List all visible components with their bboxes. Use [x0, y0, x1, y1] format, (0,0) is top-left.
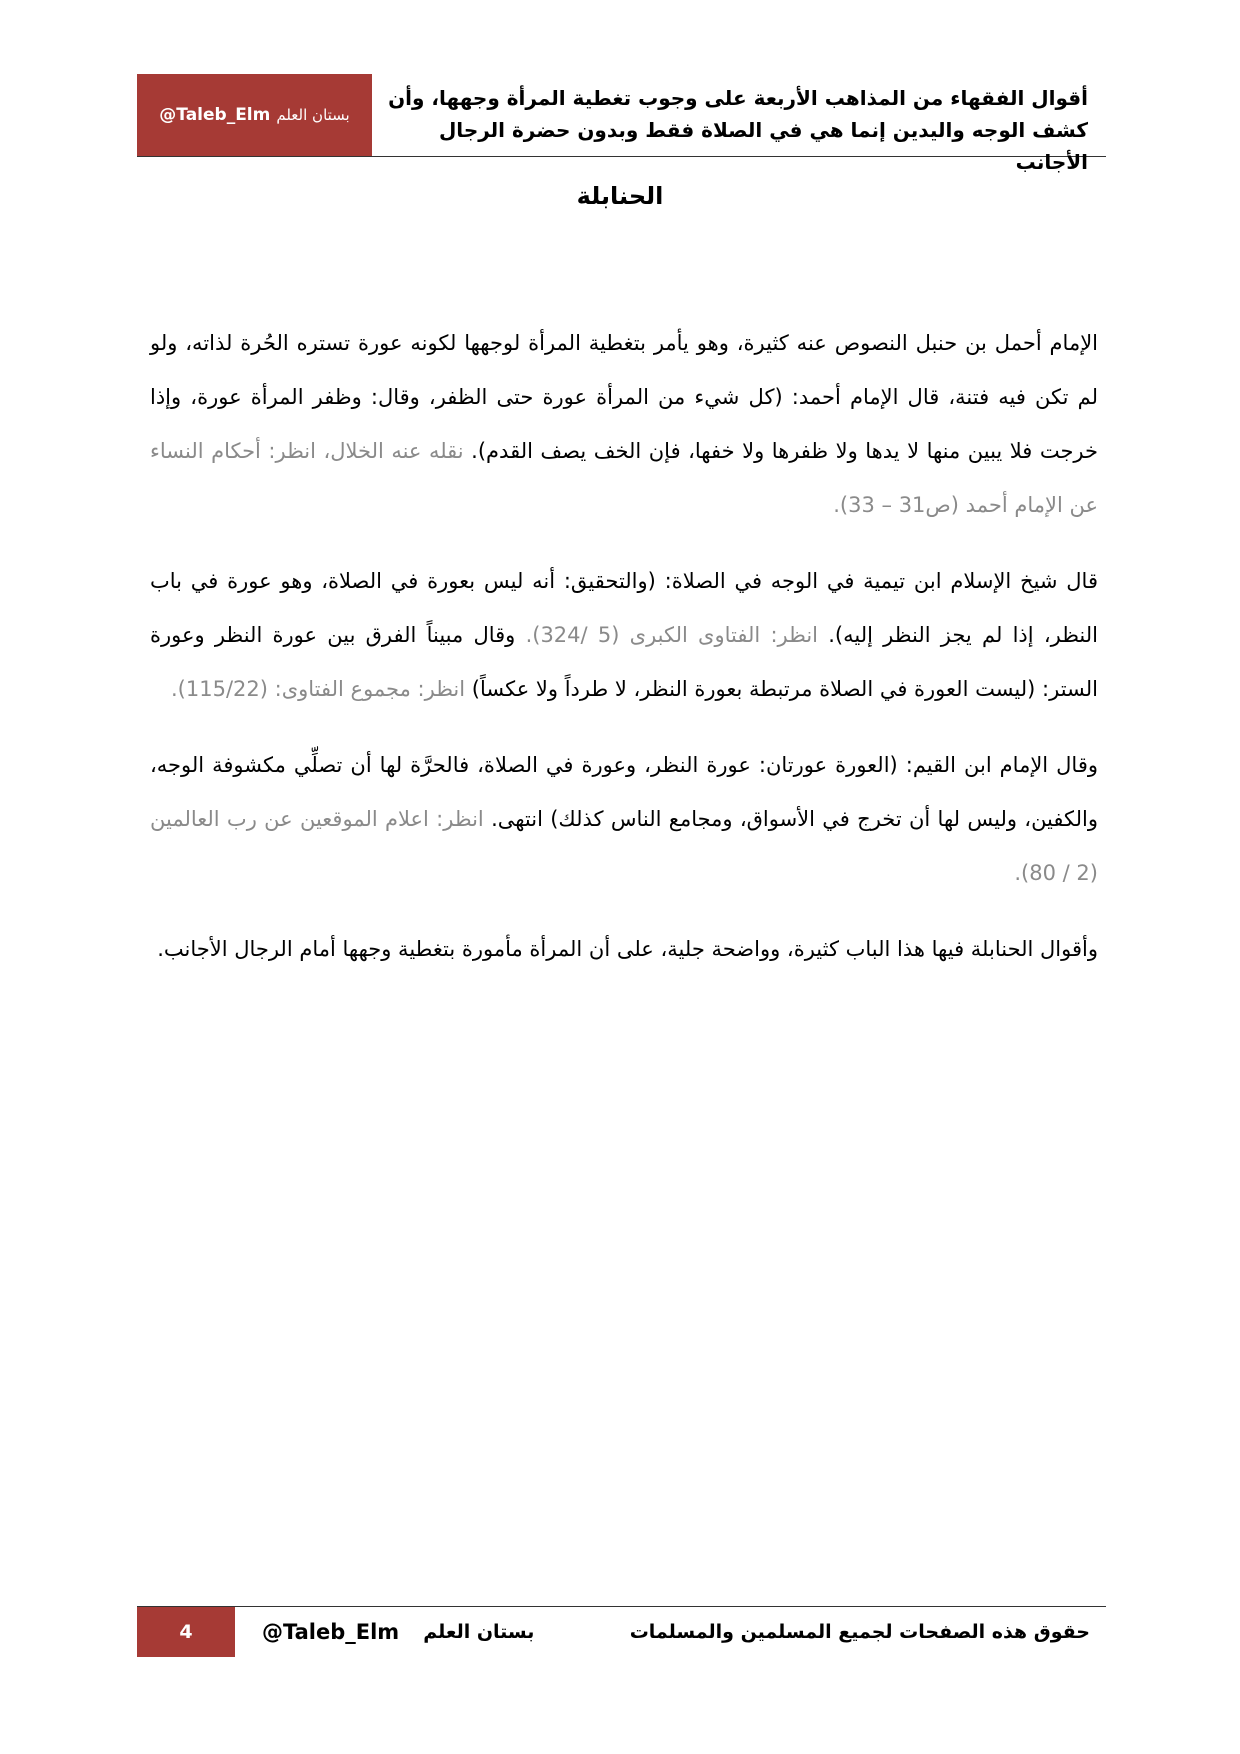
footer-brand-arabic: بستان العلم — [423, 1621, 535, 1643]
paragraph-3 — [150, 738, 1098, 900]
header-brand-arabic: بستان العلم — [276, 106, 350, 124]
header-brand-handle: @Taleb_Elm — [159, 105, 271, 125]
section-heading: الحنابلة — [576, 182, 664, 210]
footer-brand — [262, 1607, 534, 1657]
page-number: 4 — [137, 1607, 235, 1657]
page-header — [137, 74, 1106, 174]
paragraph-4 — [150, 922, 1098, 976]
paragraph-1 — [150, 316, 1098, 532]
paragraph-2-citation: انظر: الفتاوى الكبرى (5 /324). — [525, 623, 829, 647]
document-title-line-1: أقوال الفقهاء من المذاهب الأربعة على وجوب تغطية المرأة وجهها، وأن — [388, 86, 1088, 110]
paragraph-1-text: الإمام أحمل بن حنبل النصوص عنه كثيرة، وهو يأمر بتغطية المرأة لوجهها لكونه عورة تستره الحُرة لذاته، ولو لم تكن فيه فتنة، قال الإمام أحمد: (كل شيء من المرأة عورة حتى الظفر، وقال: وظفر المرأة عورة، وإذا خرجت فلا يبين منها لا يدها ولا ظفرها ولا خفها، فإن الخف يصف القدم). — [150, 331, 1099, 463]
paragraph-1-citation: نقله عنه الخلال، انظر: أحكام النساء عن الإمام أحمد (ص31 – 33). — [150, 439, 1098, 517]
document-title — [388, 82, 1088, 178]
paragraph-4-text: وأقوال الحنابلة فيها هذا الباب كثيرة، وواضحة جلية، على أن المرأة مأمورة بتغطية وجهها أمام الرجال الأجانب. — [157, 937, 1098, 961]
paragraph-3-citation: انظر: اعلام الموقعين عن رب العالمين (2 / 80). — [150, 807, 1098, 885]
paragraph-3-text: وقال الإمام ابن القيم: (العورة عورتان: عورة النظر، وعورة في الصلاة، فالحرَّة لها أن تصلِّي مكشوفة الوجه، والكفين، وليس لها أن تخرج في الأسواق، ومجامع الناس كذلك) انتهى. — [150, 753, 1098, 831]
header-brand-box — [137, 74, 372, 156]
paragraph-2 — [150, 554, 1098, 716]
body-text — [150, 316, 1098, 998]
paragraph-2-text-2: وقال مبيناً الفرق بين عورة النظر وعورة الستر: (ليست العورة في الصلاة مرتبطة بعورة النظر، لا طرداً ولا عكساً) — [150, 623, 1098, 701]
paragraph-2-citation-2: انظر: مجموع الفتاوى: (115/22). — [170, 677, 472, 701]
footer-rights: حقوق هذه الصفحات لجميع المسلمين والمسلمات — [629, 1621, 1090, 1643]
document-title-line-2: كشف الوجه واليدين إنما هي في الصلاة فقط وبدون حضرة الرجال الأجانب — [438, 118, 1088, 174]
page-footer — [137, 1606, 1106, 1657]
footer-brand-handle: @Taleb_Elm — [262, 1620, 400, 1644]
paragraph-2-text: قال شيخ الإسلام ابن تيمية في الوجه في الصلاة: (والتحقيق: أنه ليس بعورة في الصلاة، وهو عورة في باب النظر، إذا لم يجز النظر إليه). — [150, 569, 1099, 647]
